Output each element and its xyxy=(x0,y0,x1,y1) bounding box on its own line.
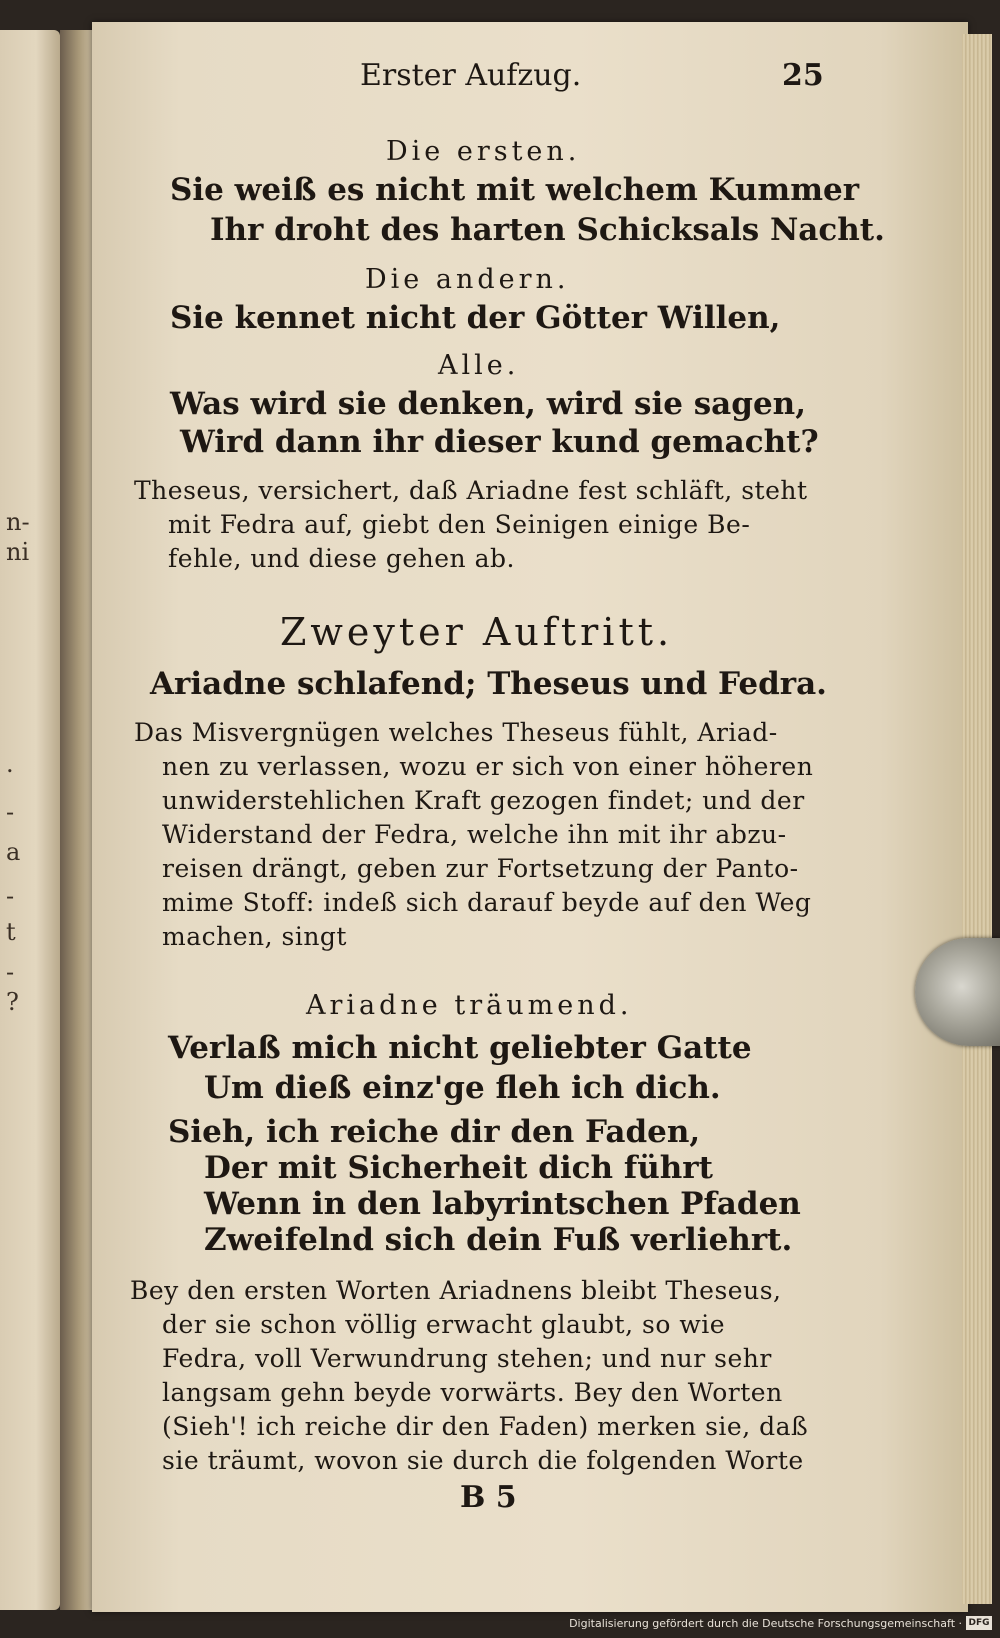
stage-direction-line: nen zu verlassen, wozu er sich von einer höheren xyxy=(162,752,814,781)
stage-direction-line: der sie schon völlig erwacht glaubt, so wie xyxy=(162,1310,726,1339)
speaker-label: Ariadne träumend. xyxy=(306,990,633,1021)
stage-direction-line: Widerstand der Fedra, welche ihn mit ihr abzu- xyxy=(162,820,787,849)
stage-direction-line: langsam gehn beyde vorwärts. Bey den Worten xyxy=(162,1378,783,1407)
stage-direction-line: Fedra, voll Verwundrung stehen; und nur sehr xyxy=(162,1344,772,1373)
margin-fragment: - xyxy=(6,798,15,826)
verse-line: Sieh, ich reiche dir den Faden, xyxy=(168,1114,701,1150)
stage-direction-line: Theseus, versichert, daß Ariadne fest schläft, steht xyxy=(134,476,808,505)
margin-fragment: - xyxy=(6,882,15,910)
margin-fragment: a xyxy=(6,838,21,866)
stage-direction-line: reisen drängt, geben zur Fortsetzung der Panto- xyxy=(162,854,799,883)
credit-text: Digitalisierung gefördert durch die Deutsche Forschungsgemeinschaft · xyxy=(569,1616,962,1630)
stage-direction-line: unwiderstehlichen Kraft gezogen findet; und der xyxy=(162,786,805,815)
stage-direction-line: mit Fedra auf, giebt den Seinigen einige Be- xyxy=(168,510,751,539)
page-number: 25 xyxy=(782,58,824,93)
verse-line: Wird dann ihr dieser kund gemacht? xyxy=(180,424,819,460)
verse-line: Verlaß mich nicht geliebter Gatte xyxy=(168,1030,752,1066)
verse-line: Zweifelnd sich dein Fuß verliehrt. xyxy=(204,1222,793,1258)
verse-line: Wenn in den labyrintschen Pfaden xyxy=(204,1186,801,1222)
margin-fragment: t xyxy=(6,918,16,946)
stage-direction-line: Das Misvergnügen welches Theseus fühlt, Ariad- xyxy=(134,718,778,747)
speaker-label: Alle. xyxy=(438,350,520,381)
margin-fragment: . xyxy=(6,750,14,778)
margin-fragment: ni xyxy=(6,538,30,566)
stage-direction-line: sie träumt, wovon sie durch die folgenden Worte xyxy=(162,1446,804,1475)
scene-title: Zweyter Auftritt. xyxy=(280,610,674,654)
verse-line: Sie weiß es nicht mit welchem Kummer xyxy=(170,172,860,208)
verse-line: Sie kennet nicht der Götter Willen, xyxy=(170,300,781,336)
margin-fragment: n- xyxy=(6,508,30,536)
verse-line: Der mit Sicherheit dich führt xyxy=(204,1150,713,1186)
verse-line: Was wird sie denken, wird sie sagen, xyxy=(170,386,806,422)
margin-fragment: ? xyxy=(6,988,19,1016)
verse-line: Um dieß einz'ge fleh ich dich. xyxy=(204,1070,721,1106)
digitization-credit xyxy=(569,1616,992,1630)
running-title: Erster Aufzug. xyxy=(360,58,582,93)
speaker-label: Die andern. xyxy=(365,264,570,295)
stage-direction-line: (Sieh'! ich reiche dir den Faden) merken sie, daß xyxy=(162,1412,809,1441)
stage-direction-line: fehle, und diese gehen ab. xyxy=(168,544,515,573)
margin-fragment: - xyxy=(6,958,15,986)
dfg-logo: DFG xyxy=(966,1616,992,1630)
verse-line: Ihr droht des harten Schicksals Nacht. xyxy=(210,212,885,248)
stage-direction-line: Bey den ersten Worten Ariadnens bleibt Theseus, xyxy=(130,1276,782,1305)
stage-direction-line: mime Stoff: indeß sich darauf beyde auf den Weg xyxy=(162,888,812,917)
scene-subtitle: Ariadne schlafend; Theseus und Fedra. xyxy=(150,666,827,702)
speaker-label: Die ersten. xyxy=(386,136,581,167)
stage-direction-line: machen, singt xyxy=(162,922,347,951)
signature-mark: B 5 xyxy=(460,1480,517,1515)
